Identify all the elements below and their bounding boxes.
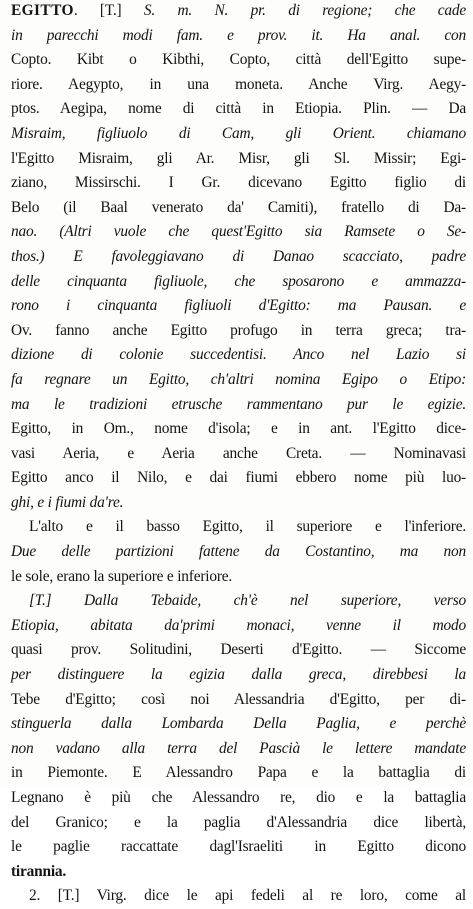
text-line: Egitto, in Om., nome d'isola; e in ant. l'Egitto dice- bbox=[11, 420, 466, 438]
text-line: Due delle partizioni fattene da Costantino, ma non bbox=[11, 543, 466, 561]
text-line: tirannia. bbox=[11, 862, 67, 880]
text-line: le sole, erano la superiore e inferiore. bbox=[11, 567, 233, 585]
text-line: le paglie raccattate dagl'Israeliti in Egitto dicono bbox=[11, 838, 466, 856]
text-line: Tebe d'Egitto; così noi Alessandria d'Egitto, per di- bbox=[11, 690, 466, 708]
text-line: thos.) E favoleggiavano di Danao scacciato, padre bbox=[11, 247, 466, 265]
text-line: nao. (Altri vuole che quest'Egitto sia Ramsete o Se- bbox=[11, 223, 466, 241]
text-line: delle cinquanta figliuole, che sposarono e ammazza- bbox=[11, 272, 466, 290]
text-line: dizione di colonie succedentisi. Anco nel Lazio si bbox=[11, 346, 466, 364]
text-line: Belo (il Baal venerato da' Camiti), fratello di Da- bbox=[11, 198, 466, 216]
text-line: vasi Aeria, e Aeria anche Creta. — Nominavasi bbox=[11, 444, 466, 462]
text-line: in Piemonte. E Alessandro Papa e la battaglia di bbox=[11, 764, 466, 782]
headword: EGITTO bbox=[11, 2, 74, 19]
text-line: rono i cinquanta figliuoli d'Egitto: ma Pausan. e bbox=[11, 297, 466, 315]
text-line: in parecchi modi fam. e prov. it. Ha anal. con bbox=[11, 26, 466, 44]
text-line: Legnano è più che Alessandro re, dio e la battaglia bbox=[11, 789, 466, 806]
text-line: riore. Aegypto, in una moneta. Anche Virg. Aegy- bbox=[11, 75, 466, 93]
text-line: l'Egitto Misraim, gli Ar. Misr, gli Sl. Missir; Egi- bbox=[11, 149, 466, 167]
text-line bbox=[11, 0, 466, 24]
text-line: fa regnare un Egitto, ch'altri nomina Egipo o Etipo: bbox=[11, 370, 466, 388]
text-line: Egitto anco il Nilo, e dai fiumi ebbero nome più luo- bbox=[11, 469, 466, 487]
text-line: non vadano alla terra del Pascià le lettere mandate bbox=[11, 739, 466, 757]
text-line: [T.] Dalla Tebaide, ch'è nel superiore, verso bbox=[29, 592, 466, 610]
entry-definition-paragraph bbox=[11, 0, 466, 515]
text-line: per distinguere la egizia dalla greca, direbbesi la bbox=[11, 666, 466, 684]
entry-subsection-paragraph bbox=[11, 515, 466, 589]
text-line: L'alto e il basso Egitto, il superiore e l'inferiore. bbox=[29, 518, 466, 536]
text-line: ptos. Aegipa, nome di città in Etiopia. Plin. — Da bbox=[11, 100, 466, 118]
text-line: quasi prov. Solitudini, Deserti d'Egitto. — Siccome bbox=[11, 641, 466, 659]
text-line: ziano, Missirschi. I Gr. dicevano Egitto figlio di bbox=[11, 174, 466, 192]
text-line: Ov. fanno anche Egitto profugo in terra greca; tra- bbox=[11, 321, 466, 339]
text-line: del Granico; e la paglia d'Alessandria dice libertà, bbox=[11, 813, 466, 831]
text-line: ghi, e i fiumi da're. bbox=[11, 493, 124, 511]
text-line-rest: . [T.] S. m. N. pr. di regione; che cade bbox=[73, 2, 467, 19]
text-line: 2. [T.] Virg. dice le api fedeli al re loro, come al bbox=[29, 887, 466, 905]
text-line: Copto. Kibt o Kibthi, Copto, città dell'Egitto supe- bbox=[11, 51, 466, 69]
text-line: Etiopia, abitata da'primi monaci, venne il modo bbox=[11, 616, 466, 634]
text-line: Misraim, figliuolo di Cam, gli Orient. chiamano bbox=[11, 124, 466, 142]
text-line: ma le tradizioni etrusche rammentano pur le egizie. bbox=[11, 395, 466, 413]
entry-subsection-paragraph bbox=[11, 589, 466, 884]
text-line: stinguerla dalla Lombarda Della Paglia, e perchè bbox=[11, 715, 466, 733]
entry-sense-2-paragraph bbox=[11, 884, 466, 909]
